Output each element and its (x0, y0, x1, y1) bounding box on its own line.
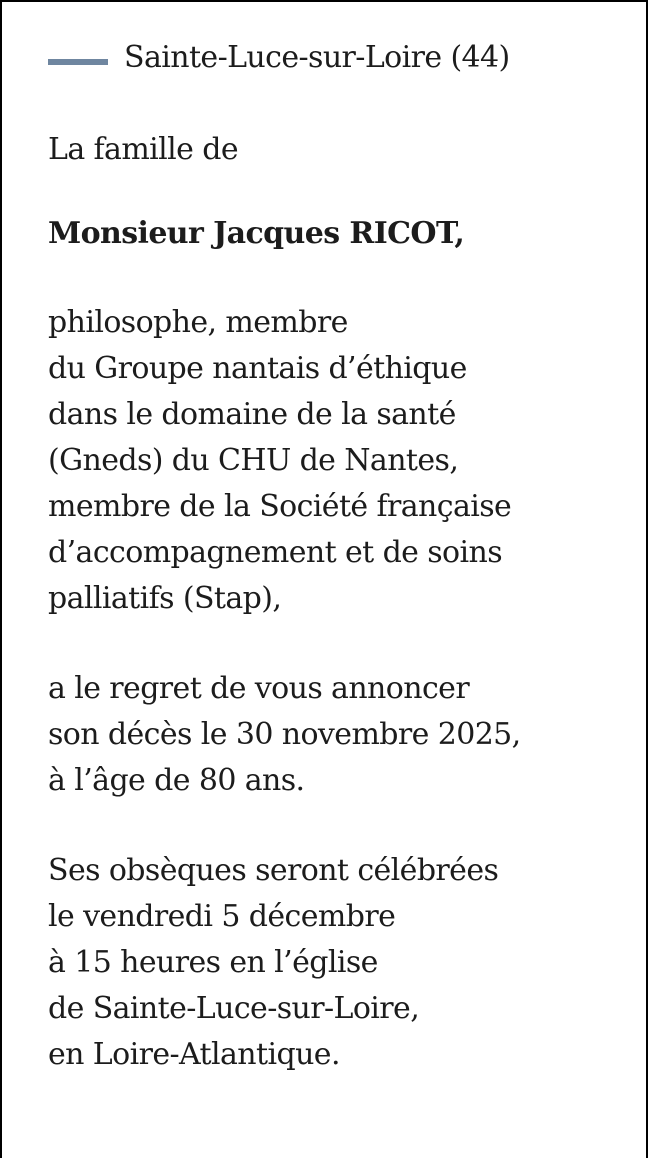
announcement-paragraph (48, 666, 628, 804)
funeral-paragraph (48, 848, 628, 1078)
titles-line: palliatifs (Stap), (48, 581, 282, 616)
announcement-line: à l’âge de 80 ans. (48, 763, 305, 798)
funeral-line: le vendredi 5 décembre (48, 899, 396, 934)
funeral-line: de Sainte-Luce-sur-Loire, (48, 991, 420, 1026)
titles-line: (Gneds) du CHU de Nantes, (48, 443, 459, 478)
titles-line: dans le domaine de la santé (48, 397, 456, 432)
announcement-line: son décès le 30 novembre 2025, (48, 717, 521, 752)
location-label: Sainte-Luce-sur-Loire (44) (124, 39, 510, 75)
intro-text: La famille de (48, 132, 239, 167)
notice-header (48, 36, 628, 78)
funeral-line: en Loire-Atlantique. (48, 1037, 340, 1072)
announcement-line: a le regret de vous annoncer (48, 671, 470, 706)
titles-line: d’accompagnement et de soins (48, 535, 503, 570)
titles-paragraph (48, 300, 628, 622)
funeral-line: à 15 heures en l’église (48, 945, 378, 980)
titles-line: du Groupe nantais d’éthique (48, 351, 467, 386)
titles-line: philosophe, membre (48, 305, 348, 340)
deceased-name: Monsieur Jacques RICOT, (48, 216, 465, 251)
funeral-line: Ses obsèques seront célébrées (48, 853, 499, 888)
obituary-notice (48, 36, 628, 1078)
header-rule (48, 59, 108, 65)
titles-line: membre de la Société française (48, 489, 512, 524)
